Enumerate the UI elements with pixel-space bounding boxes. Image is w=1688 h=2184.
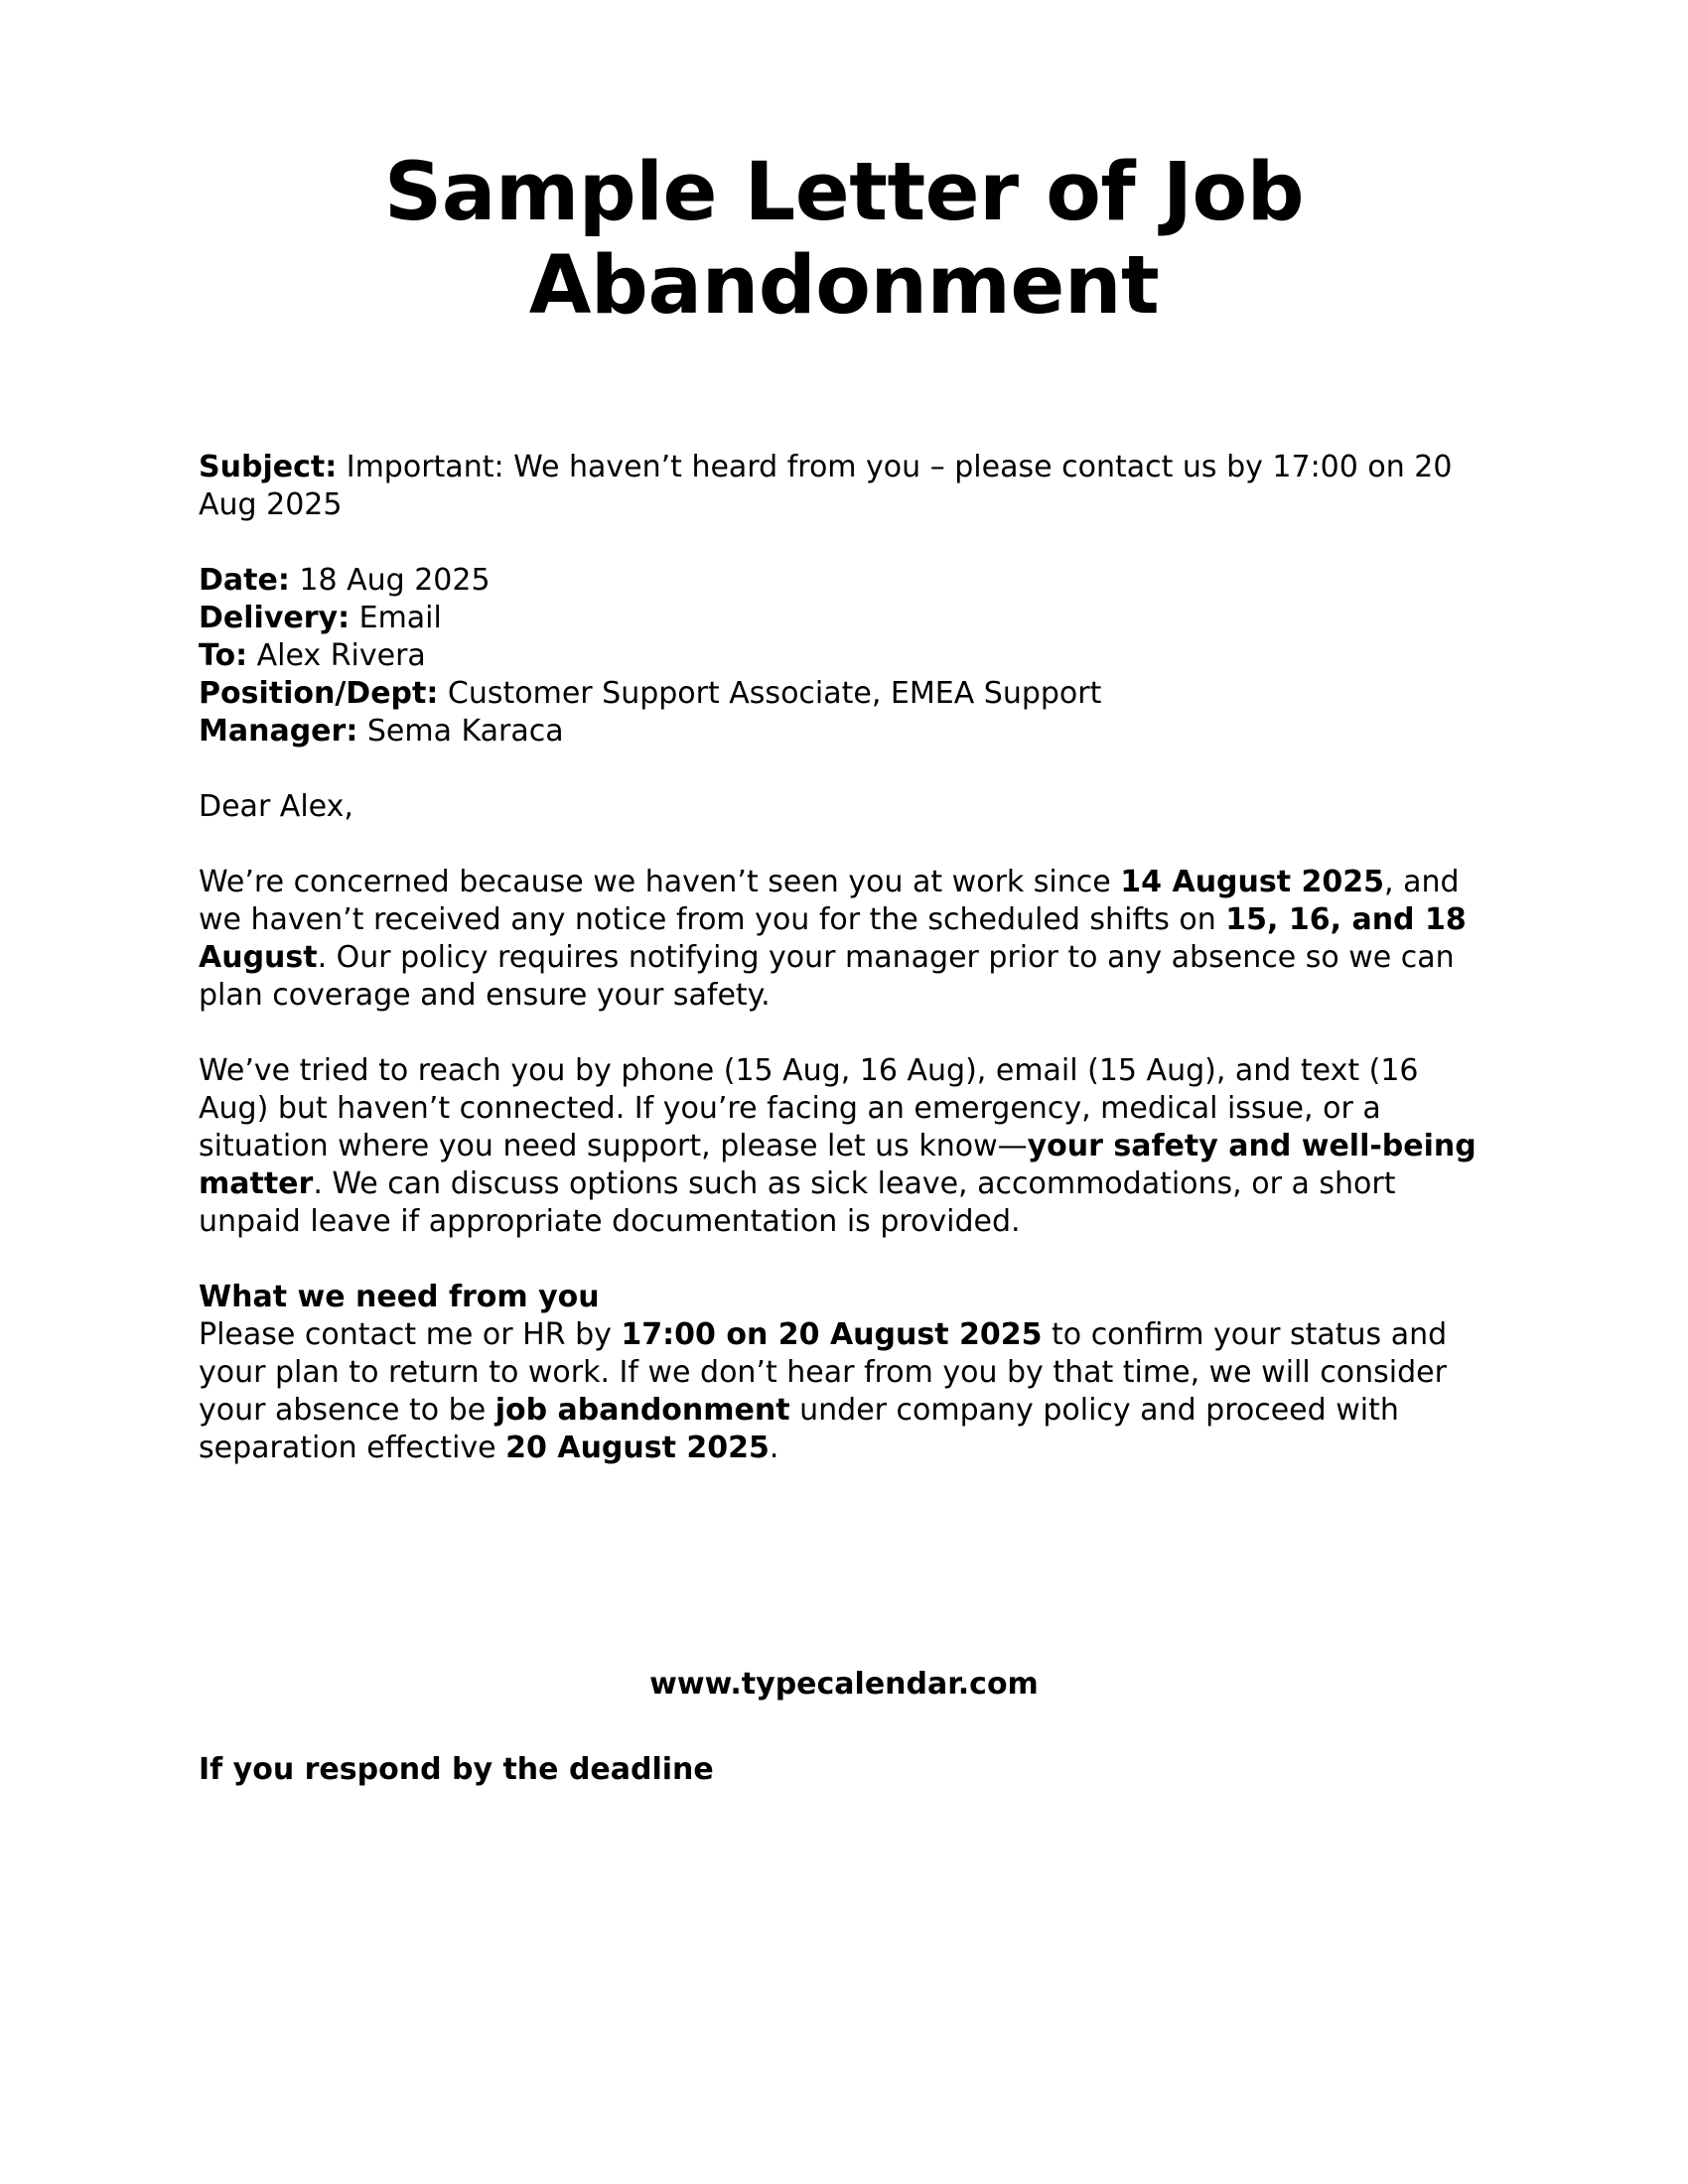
p1-bold-shift-dates: 15, 16, and 18 August	[199, 901, 1467, 975]
date-label: Date:	[199, 562, 290, 598]
document-content-column	[199, 0, 1489, 1789]
subject-label: Subject:	[199, 449, 338, 484]
paragraph-what-we-need	[199, 1279, 1489, 1467]
position-label: Position/Dept:	[199, 675, 439, 711]
site-url: www.typecalendar.com	[649, 1666, 1039, 1702]
page-title	[199, 0, 1489, 334]
section-heading-what-we-need: What we need from you	[199, 1279, 600, 1314]
p2-text-1: We’ve tried to reach you by phone (15 Aug, 16 Aug), email (15 Aug), and text (16 Aug) but haven’t connected. If you’re facing an emergency, medical issue, or a situation where you need support, please let us know—	[199, 1052, 1419, 1163]
p3-bold-separation-date: 20 August 2025	[505, 1430, 770, 1465]
delivery-value: Email	[350, 600, 442, 635]
to-label: To:	[199, 637, 248, 673]
closing-heading-respond-by-deadline: If you respond by the deadline	[199, 1751, 714, 1787]
p1-text-3: . Our policy requires notifying your manager prior to any absence so we can plan coverage and ensure your safety.	[199, 939, 1455, 1013]
delivery-line	[199, 600, 1489, 637]
subject-block	[199, 449, 1489, 524]
p3-text-1: Please contact me or HR by	[199, 1316, 622, 1352]
manager-value: Sema Karaca	[357, 713, 564, 749]
delivery-label: Delivery:	[199, 600, 351, 635]
date-value: 18 Aug 2025	[289, 562, 491, 598]
p3-bold-job-abandonment: job abandonment	[494, 1392, 790, 1428]
p2-bold-safety: your safety and well-being matter	[199, 1128, 1477, 1201]
p1-text-1: We’re concerned because we haven’t seen you at work since	[199, 864, 1121, 899]
date-line	[199, 562, 1489, 600]
letter-body	[199, 449, 1489, 1789]
p3-text-4: .	[769, 1430, 779, 1465]
to-line	[199, 637, 1489, 675]
to-value: Alex Rivera	[247, 637, 426, 673]
manager-label: Manager:	[199, 713, 358, 749]
page-title-line-2: Abandonment	[528, 238, 1160, 333]
position-value: Customer Support Associate, EMEA Support	[438, 675, 1102, 711]
subject-value: Important: We haven’t heard from you – please contact us by 17:00 on 20 Aug 2025	[199, 449, 1453, 522]
p1-bold-since-date: 14 August 2025	[1120, 864, 1385, 899]
paragraph-contact-attempts	[199, 1052, 1489, 1241]
salutation: Dear Alex,	[199, 788, 353, 824]
manager-line	[199, 713, 1489, 751]
p3-text-3: under company policy and proceed with separation effective	[199, 1392, 1399, 1465]
position-line	[199, 675, 1489, 713]
p2-text-2: . We can discuss options such as sick leave, accommodations, or a short unpaid leave if appropriate documentation is provided.	[199, 1165, 1396, 1239]
p3-bold-deadline: 17:00 on 20 August 2025	[621, 1316, 1043, 1352]
metadata-block	[199, 562, 1489, 751]
page-title-line-1: Sample Letter of Job	[383, 146, 1305, 239]
footer-spacer	[199, 1467, 1489, 1666]
paragraph-absence-notice	[199, 864, 1489, 1015]
p3-text-2: to confirm your status and your plan to return to work. If we don’t hear from you by that time, we will consider your absence to be	[199, 1316, 1448, 1428]
p1-text-2: , and we haven’t received any notice from you for the scheduled shifts on	[199, 864, 1460, 937]
